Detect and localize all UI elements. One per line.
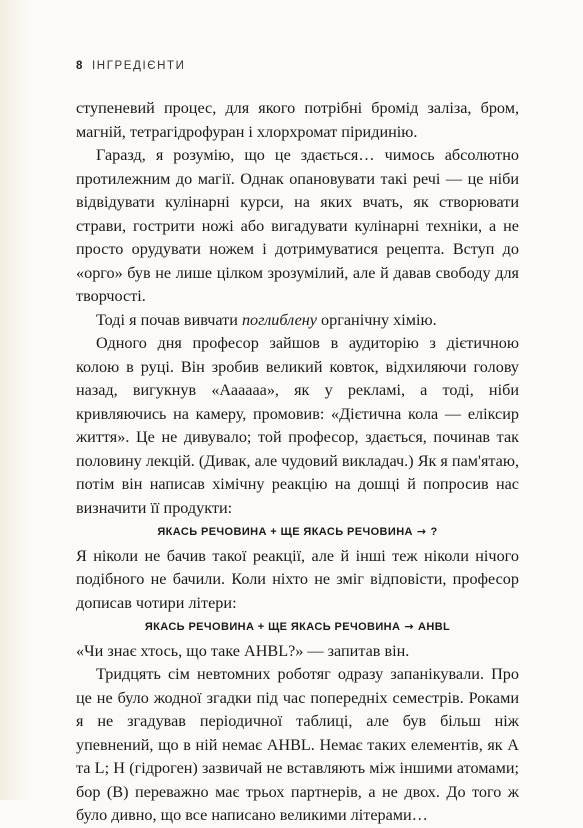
binding-shadow: [0, 0, 30, 800]
reaction-arrow-icon: →: [416, 525, 427, 538]
paragraph-professor: Одного дня професор зайшов в аудиторію з дієтичною колою в руці. Він зробив великий ковток, відхиляючи голову назад, вигукнув «Аааааа», як у рекламі, а тоді, ніби кривляючись на камеру, промовив: «Дієтична кола — еліксир життя». Це не дивувало; той професор, здається, починав так половину лекцій. (Дивак, але чудовий викладач.) Як я пам'ятаю, потім він написав хімічну реакцію на дошці й попросив нас визначити її продукти:: [76, 334, 519, 517]
paragraph-magic: Гаразд, я розумію, що це здається… чимось абсолютно протилежним до магії. Однак опановувати такі речі — це ніби відвідувати кулінарні курси, на яких вчать, як створювати страви, гострити ножі або вигадувати кулінарні техніки, а не просто орудувати ножем і дотримуватися рецепта. Вступ до «орго» був не лише цілком зрозумілий, але й давав свободу для творчості.: [76, 146, 519, 305]
reaction-product: ?: [430, 526, 438, 538]
reaction-product: AHBL: [418, 621, 451, 633]
paragraph-no-answer: Я ніколи не бачив такої реакції, але й інші теж ніколи нічого подібного не бачили. Коли ніхто не зміг відповісти, професор дописав чотири літери:: [76, 546, 519, 612]
reaction-arrow-icon: →: [404, 620, 414, 633]
paragraph-panic: Тридцять сім невтомних роботяг одразу запанікували. Про це не було жодної згадки під час попередніх семестрів. Роками я не згадував періодичної таблиці, але був більш ніж упевнений, що в ній немає AHBL. Немає таких елементів, як A та L; H (гідроген) зазвичай не вставляють між іншими атомами; бор (B) переважно має трьох партнерів, а не двох. До того ж було дивно, що все написано великими літерами…: [76, 665, 519, 824]
reaction-formula-2: [76, 615, 519, 640]
section-title: ІНГРЕДІЄНТИ: [92, 60, 186, 72]
running-header: [76, 60, 186, 72]
reaction-reactants: ЯКАСЬ РЕЧОВИНА + ЩЕ ЯКАСЬ РЕЧОВИНА: [157, 526, 413, 538]
paragraph-advanced-chemistry: [76, 309, 519, 333]
emphasized-word: поглиблену: [241, 310, 317, 329]
paragraph-text: Тоді я почав вивчати: [96, 310, 242, 329]
paragraph-continued: ступеневий процес, для якого потрібні бромід заліза, бром, магній, тетрагідрофуран і хлорхромат піридинію.: [76, 99, 519, 141]
page-body: [76, 97, 519, 828]
paragraph-question: «Чи знає хтось, що таке AHBL?» — запитав він.: [76, 641, 410, 660]
reaction-reactants: ЯКАСЬ РЕЧОВИНА + ЩЕ ЯКАСЬ РЕЧОВИНА: [144, 621, 401, 633]
paragraph-text: органічну хімію.: [317, 310, 437, 329]
reaction-formula-1: [76, 520, 519, 545]
page-number: 8: [76, 60, 84, 72]
